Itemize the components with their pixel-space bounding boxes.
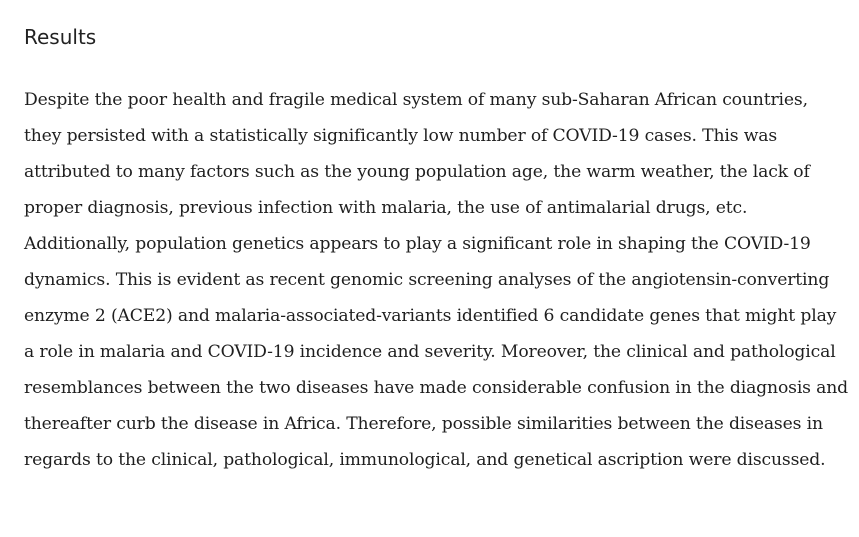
section-heading: Results [24,25,97,49]
results-paragraph: Despite the poor health and fragile medical system of many sub-Saharan African countries, they persisted with a statistically significantly low number of COVID-19 cases. This was attributed to many factors such as the young population age, the warm weather, the lack of proper diagnosis, previous infection with malaria, the use of antimalarial drugs, etc. Additionally, population genetics appears to play a significant role in shaping the COVID-19 dynamics. This is evident as recent genomic screening analyses of the angiotensin-converting enzyme 2 (ACE2) and malaria-associated-variants identified 6 candidate genes that might play a role in malaria and COVID-19 incidence and severity. Moreover, the clinical and pathological resemblances between the two diseases have made considerable confusion in the diagnosis and thereafter curb the disease in Africa. Therefore, possible similarities between the diseases in regards to the clinical, pathological, immunological, and genetical ascription were discussed. [24,90,849,470]
